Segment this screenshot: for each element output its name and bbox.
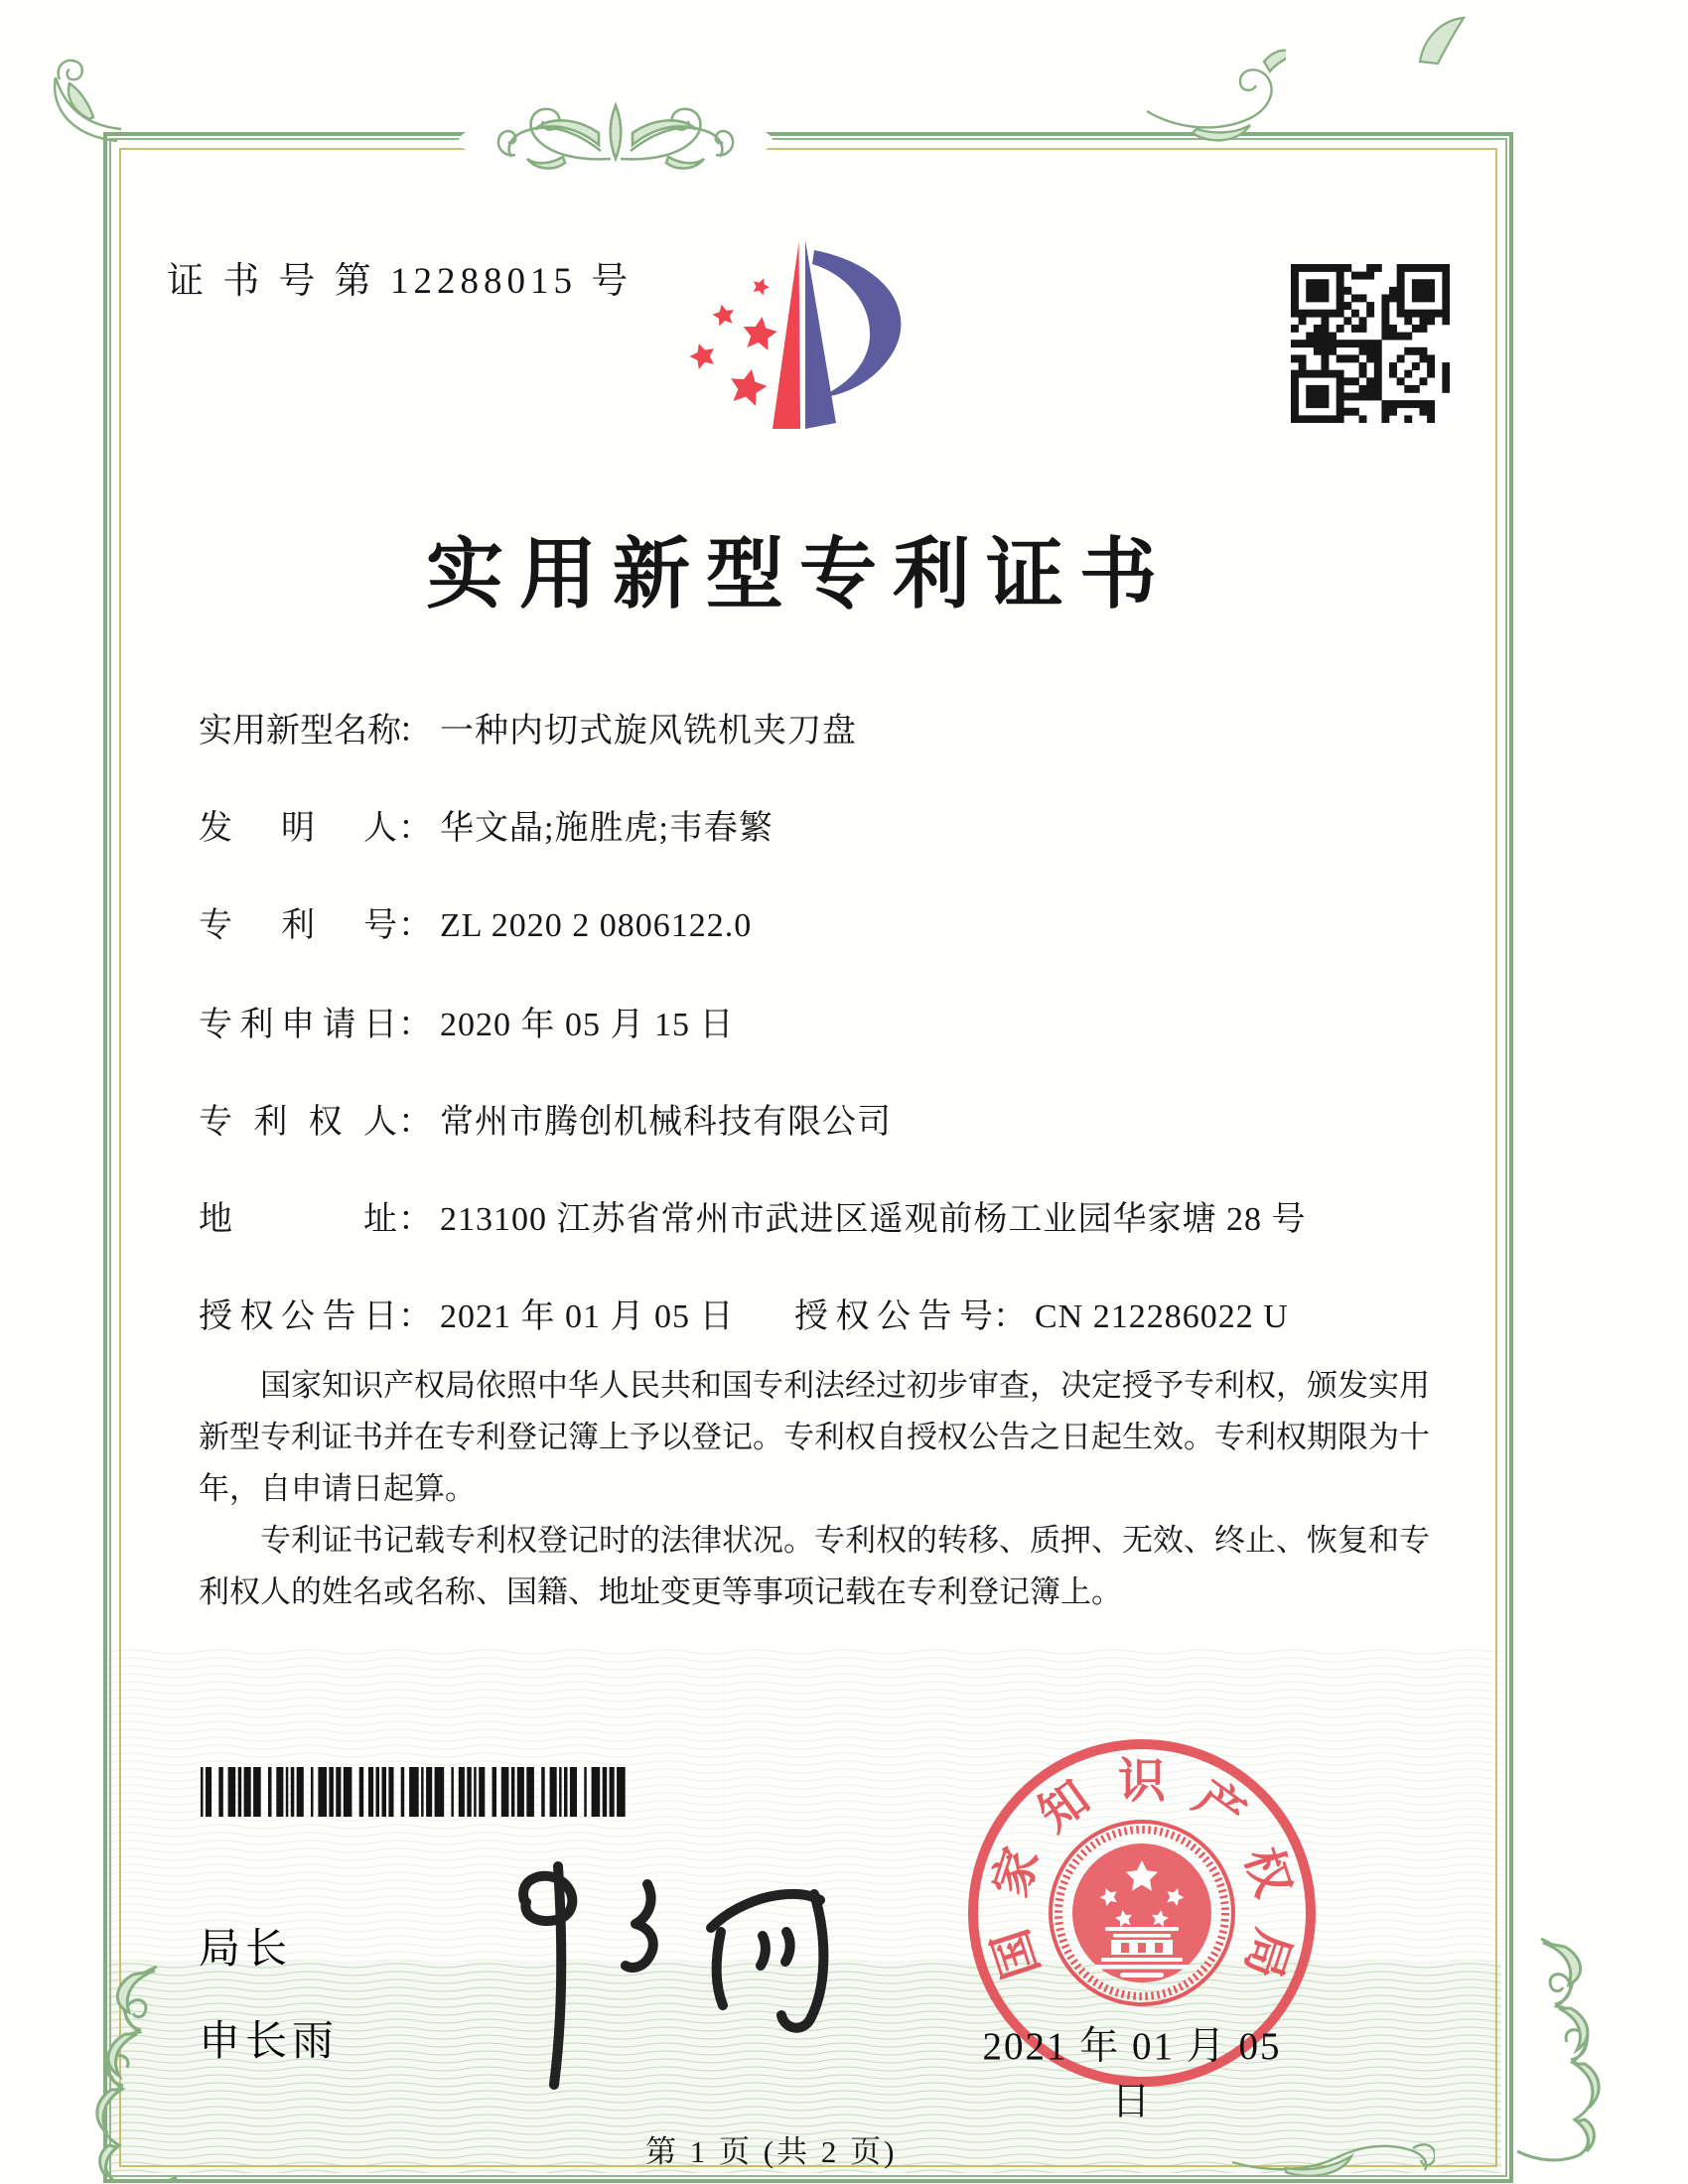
ornament-leaf-top-right	[1408, 10, 1472, 68]
svg-text:局: 局	[1234, 1922, 1300, 1984]
svg-text:权: 权	[1234, 1842, 1300, 1904]
field-value: 2021 年 01 月 05 日	[440, 1298, 735, 1335]
signature	[467, 1848, 844, 2097]
field-value: 华文晶;施胜虎;韦春繁	[440, 810, 774, 847]
field-value: ZL 2020 2 0806122.0	[440, 907, 753, 944]
field-row-filing-date	[199, 997, 735, 1045]
ornament-bottom-left	[38, 1961, 216, 2183]
officer-name: 申长雨	[199, 2017, 340, 2064]
field-label: 专 利 申 请 日	[199, 1007, 397, 1043]
seal-national-emblem	[1051, 1822, 1233, 2004]
certificate-title: 实用新型专利证书	[425, 531, 1173, 617]
logo-red-spike	[773, 242, 800, 429]
svg-text:国: 国	[984, 1922, 1050, 1984]
officer-block	[199, 1916, 339, 2068]
field-value: 一种内切式旋风铣机夹刀盘	[440, 713, 857, 750]
ornament-top-center	[452, 79, 779, 179]
field-colon: ：	[398, 713, 432, 750]
field-label: 发 明 人	[199, 810, 397, 847]
field-colon: ：	[993, 1298, 1027, 1335]
ornament-top-right	[1137, 42, 1286, 146]
svg-text:家: 家	[984, 1842, 1050, 1904]
field-label: 专 利 权 人	[199, 1104, 397, 1141]
legal-paragraph-2: 专利证书记载专利权登记时的法律状况。专利权的转移、质押、无效、终止、恢复和专利权人的姓名或名称、国籍、地址变更等事项记载在专利登记簿上。	[199, 1523, 1430, 1609]
field-value: 213100 江苏省常州市武进区遥观前杨工业园华家塘 28 号	[440, 1201, 1307, 1238]
field-label: 授 权 公 告 日	[199, 1298, 397, 1335]
field-row-invention-name	[199, 703, 857, 751]
field-label: 授 权 公 告 号	[794, 1298, 993, 1335]
field-row-grant-number	[794, 1289, 1289, 1337]
field-colon: ：	[398, 1201, 432, 1238]
svg-text:识: 识	[1117, 1755, 1167, 1808]
logo-stars	[687, 276, 778, 408]
field-value: 常州市腾创机械科技有限公司	[440, 1104, 892, 1141]
certificate-number: 证 书 号 第 12288015 号	[167, 261, 633, 302]
officer-title: 局长	[199, 1925, 293, 1972]
field-value: CN 212286022 U	[1035, 1298, 1289, 1335]
field-colon: ：	[398, 907, 432, 944]
svg-text:知: 知	[1030, 1771, 1100, 1843]
field-value: 2020 年 05 月 15 日	[440, 1007, 735, 1043]
field-colon: ：	[398, 1007, 432, 1043]
field-label: 专 利 号	[199, 907, 397, 944]
field-colon: ：	[398, 1298, 432, 1335]
field-row-patent-number	[199, 897, 752, 946]
seal-date: 2021 年 01 月 05 日	[982, 2025, 1282, 2123]
field-row-address	[199, 1191, 1307, 1240]
ornament-top-left	[30, 50, 129, 149]
field-row-grant-date	[199, 1289, 735, 1337]
legal-paragraph-1: 国家知识产权局依照中华人民共和国专利法经过初步审查，决定授予专利权，颁发实用新型专利证书并在专利登记簿上予以登记。专利权自授权公告之日起生效。专利权期限为十年，自申请日起算。	[199, 1368, 1430, 1506]
field-label: 实 用 新 型 名 称	[199, 713, 401, 750]
page-footer: 第 1 页 (共 2 页)	[645, 2134, 898, 2169]
ornament-bottom-right	[1481, 1931, 1655, 2179]
field-row-patentee	[199, 1094, 892, 1143]
field-colon: ：	[398, 810, 432, 847]
barcode	[199, 1767, 640, 1817]
field-colon: ：	[398, 1104, 432, 1141]
field-row-inventors	[199, 800, 774, 849]
svg-text:产: 产	[1184, 1771, 1254, 1843]
cnipa-logo	[687, 238, 937, 437]
field-label: 地 址	[199, 1201, 397, 1238]
legal-text	[199, 1360, 1430, 1618]
qr-code	[1291, 264, 1450, 423]
